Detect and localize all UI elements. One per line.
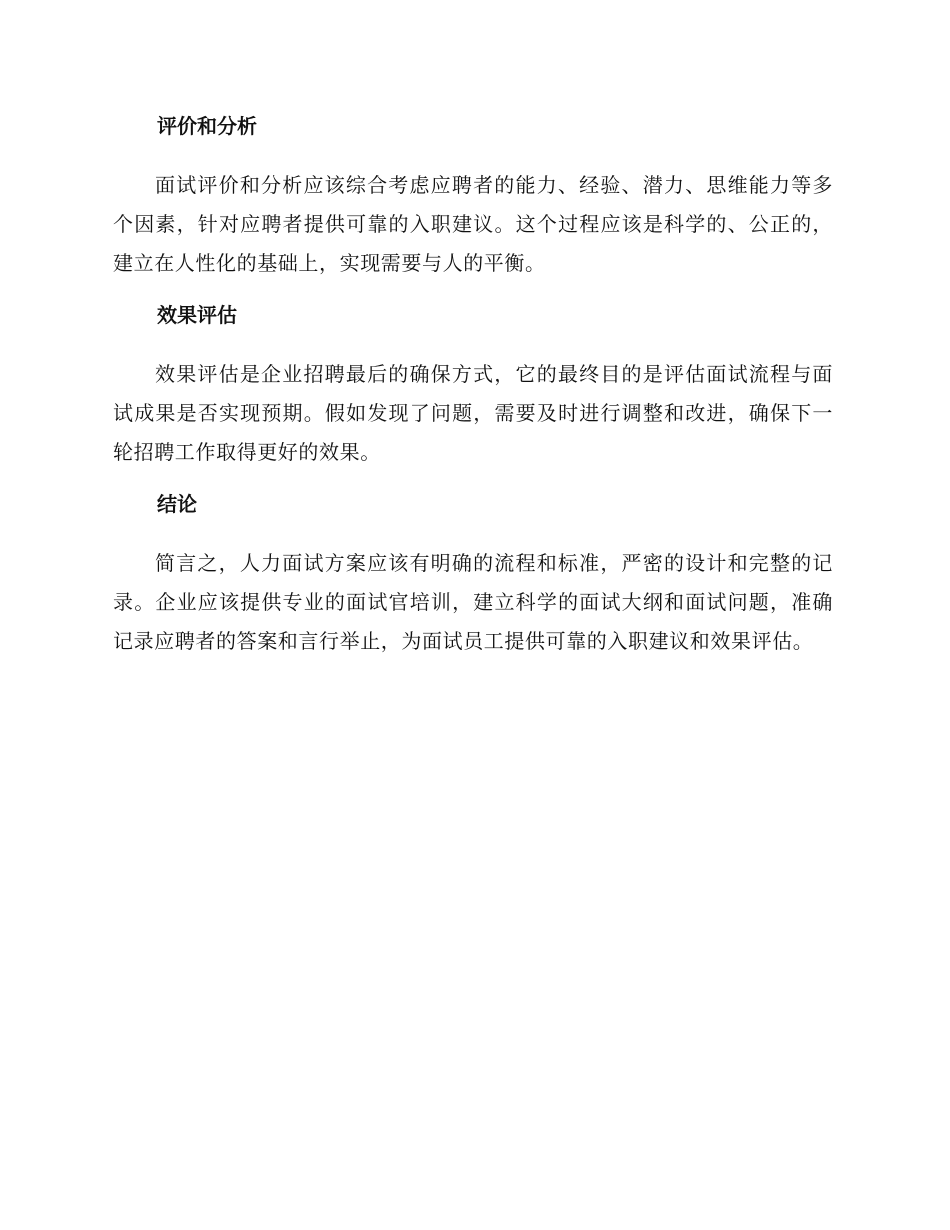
paragraph-effect-assessment: 效果评估是企业招聘最后的确保方式，它的最终目的是评估面试流程与面试成果是否实现预期。假如发现了问题，需要及时进行调整和改进，确保下一轮招聘工作取得更好的效果。 [113,362,833,464]
paragraph-conclusion: 简言之，人力面试方案应该有明确的流程和标准，严密的设计和完整的记录。企业应该提供专业的面试官培训，建立科学的面试大纲和面试问题，准确记录应聘者的答案和言行举止，为面试员工提供可靠的入职建议和效果评估。 [113,551,833,653]
section-heading-effect-assessment: 效果评估 [157,303,237,327]
section-heading-conclusion: 结论 [157,492,197,516]
paragraph-evaluation-analysis: 面试评价和分析应该综合考虑应聘者的能力、经验、潜力、思维能力等多个因素，针对应聘者提供可靠的入职建议。这个过程应该是科学的、公正的，建立在人性化的基础上，实现需要与人的平衡。 [113,173,833,275]
section-heading-evaluation-analysis: 评价和分析 [157,114,257,138]
document-page [113,111,833,661]
